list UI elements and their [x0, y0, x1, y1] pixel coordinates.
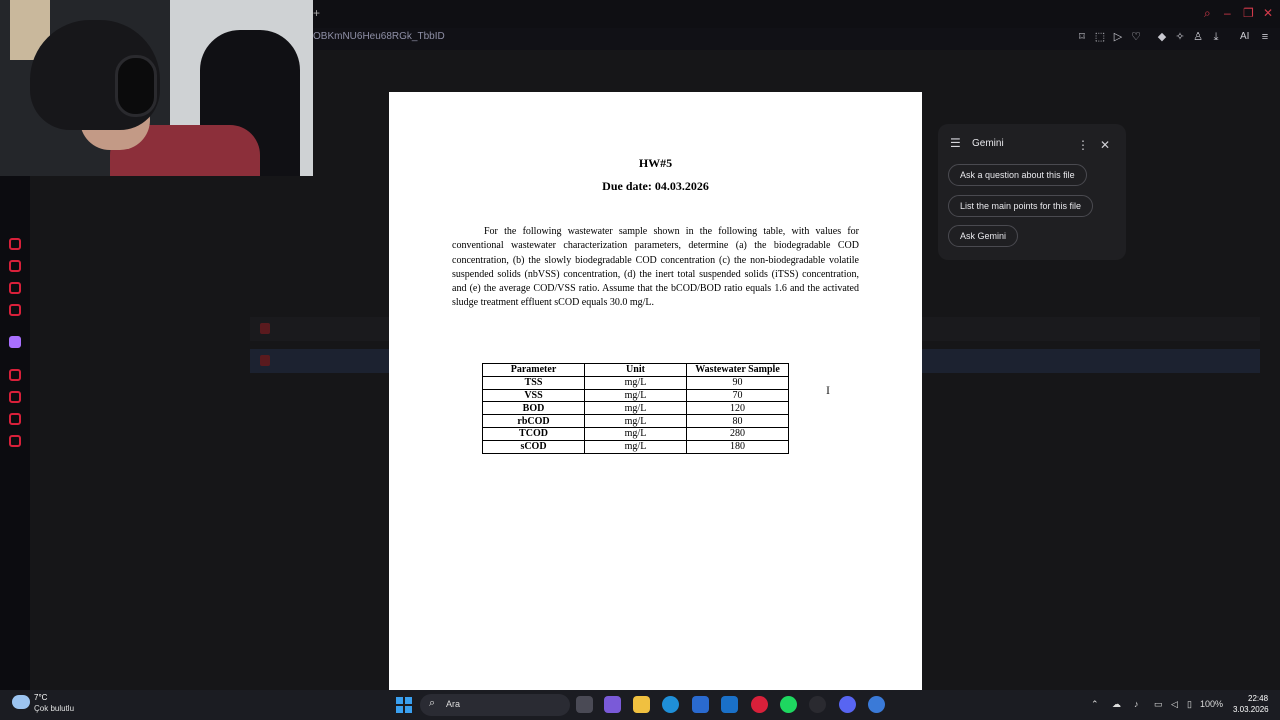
snapshot-icon[interactable]: ⬚: [1094, 31, 1106, 43]
gemini-sparkle-icon: ☰: [950, 136, 961, 150]
table-cell: mg/L: [585, 427, 687, 440]
webcam-overlay: [0, 0, 313, 176]
weather-icon[interactable]: [12, 695, 30, 709]
text-cursor-icon: I: [826, 383, 830, 397]
store-icon[interactable]: [692, 696, 709, 713]
qbittorrent-icon[interactable]: [868, 696, 885, 713]
extension-icon[interactable]: ◆: [1157, 31, 1167, 43]
table-cell: BOD: [483, 402, 585, 415]
clock-time[interactable]: 22:48: [1248, 694, 1269, 703]
problem-paragraph: For the following wastewater sample shown in the following table, with values for conventional wastewater characterization parameters, determine (a) the biodegradable COD concentration, (b) the slowly biodegradable COD concentration (c) the non-biodegradable volatile suspended solids (nbVSS) concentration, (d) the inert total suspended solids (iTSS) concentration, and (e) the average COD/VSS ratio. Assume that the bCOD/BOD ratio equals 1.6 and the activated sludge treatment effluent sCOD equals 30.0 mg/L.: [452, 226, 859, 309]
volume-icon[interactable]: ◁: [1171, 699, 1178, 709]
close-window-icon[interactable]: ✕: [1263, 6, 1274, 20]
task-view-icon[interactable]: [576, 696, 593, 713]
player-icon[interactable]: [9, 369, 21, 381]
headphone: [115, 55, 157, 117]
tray-overflow-icon[interactable]: ⌃: [1091, 699, 1099, 709]
history-icon[interactable]: [9, 238, 21, 250]
document-title: HW#5: [638, 156, 673, 170]
table-cell: sCOD: [483, 440, 585, 453]
ai-button[interactable]: AI: [1240, 31, 1250, 42]
heart-icon[interactable]: ♡: [1131, 31, 1141, 43]
table-header-row: [483, 364, 789, 377]
gemini-panel: [938, 124, 1126, 260]
pdf-icon: [260, 355, 270, 366]
weather-description[interactable]: Çok bulutlu: [34, 704, 75, 713]
table-row: [483, 415, 789, 428]
search-icon[interactable]: ⌕: [1204, 6, 1211, 20]
table-cell: rbCOD: [483, 415, 585, 428]
more-options-icon[interactable]: ⋮: [1077, 138, 1089, 152]
settings-icon[interactable]: [9, 435, 21, 447]
pdf-icon: [260, 323, 270, 334]
taskbar-search[interactable]: [420, 694, 570, 716]
file-explorer-icon[interactable]: [633, 696, 650, 713]
url-text[interactable]: OBKmNU6Heu68RGk_TbbID: [313, 31, 445, 42]
opera-gx-icon[interactable]: [751, 696, 768, 713]
table-cell: 120: [687, 402, 789, 415]
table-cell: TSS: [483, 376, 585, 389]
start-button[interactable]: [396, 697, 412, 713]
battery-percentage[interactable]: 100%: [1200, 699, 1224, 709]
table-cell: mg/L: [585, 415, 687, 428]
puzzle-icon[interactable]: ✧: [1175, 31, 1185, 43]
table-row: [483, 376, 789, 389]
messenger-icon[interactable]: [9, 260, 21, 272]
ask-gemini-button[interactable]: Ask Gemini: [948, 225, 1018, 247]
table-cell: mg/L: [585, 440, 687, 453]
table-cell: 70: [687, 389, 789, 402]
suggestion-main-points[interactable]: List the main points for this file: [948, 195, 1093, 217]
table-row: [483, 440, 789, 453]
twitch-icon[interactable]: [9, 336, 21, 348]
close-icon[interactable]: ✕: [1100, 138, 1111, 152]
maximize-icon[interactable]: ❐: [1243, 6, 1254, 20]
table-cell: 90: [687, 376, 789, 389]
account-icon[interactable]: ♙: [1193, 31, 1203, 43]
table-cell: 80: [687, 415, 789, 428]
discord-icon[interactable]: [839, 696, 856, 713]
play-icon[interactable]: ▷: [1113, 31, 1123, 43]
spotify-icon[interactable]: [780, 696, 797, 713]
mail-icon[interactable]: [721, 696, 738, 713]
menu-icon[interactable]: ≡: [1261, 31, 1269, 43]
due-date: Due date: 04.03.2026: [602, 179, 709, 193]
minimize-icon[interactable]: –: [1224, 6, 1231, 20]
table-cell: 180: [687, 440, 789, 453]
weather-temperature[interactable]: 7°C: [34, 693, 48, 702]
table-row: [483, 402, 789, 415]
search-label: Ara: [446, 699, 461, 709]
table-row: [483, 427, 789, 440]
copilot-icon[interactable]: [604, 696, 621, 713]
edge-icon[interactable]: [662, 696, 679, 713]
table-cell: mg/L: [585, 402, 687, 415]
taskbar: [0, 690, 1280, 720]
onedrive-icon[interactable]: ☁: [1112, 699, 1121, 709]
clock-date[interactable]: 3.03.2026: [1233, 705, 1269, 714]
pdf-page: [389, 92, 922, 690]
discord-icon[interactable]: [9, 413, 21, 425]
battery-icon[interactable]: ▯: [1187, 699, 1192, 709]
table-cell: 280: [687, 427, 789, 440]
gemini-title: Gemini: [972, 138, 1004, 149]
pinboard-icon[interactable]: [9, 282, 21, 294]
microphone-icon[interactable]: ♪: [1134, 699, 1139, 709]
search-icon: ⌕: [429, 697, 436, 709]
network-icon[interactable]: ▭: [1154, 699, 1163, 709]
suggestion-ask-question[interactable]: Ask a question about this file: [948, 164, 1087, 186]
clock-icon[interactable]: [9, 391, 21, 403]
table-cell: mg/L: [585, 376, 687, 389]
table-header: Wastewater Sample: [687, 364, 789, 377]
table-cell: VSS: [483, 389, 585, 402]
table-header: Parameter: [483, 364, 585, 377]
table-header: Unit: [585, 364, 687, 377]
new-tab-button[interactable]: +: [313, 6, 321, 20]
workspace-icon[interactable]: [9, 304, 21, 316]
parameter-table: [482, 363, 789, 454]
table-row: [483, 389, 789, 402]
steam-icon[interactable]: [809, 696, 826, 713]
bookmark-icon[interactable]: ⌑: [1079, 31, 1085, 43]
table-cell: mg/L: [585, 389, 687, 402]
download-icon[interactable]: ⤓: [1213, 31, 1219, 43]
table-cell: TCOD: [483, 427, 585, 440]
